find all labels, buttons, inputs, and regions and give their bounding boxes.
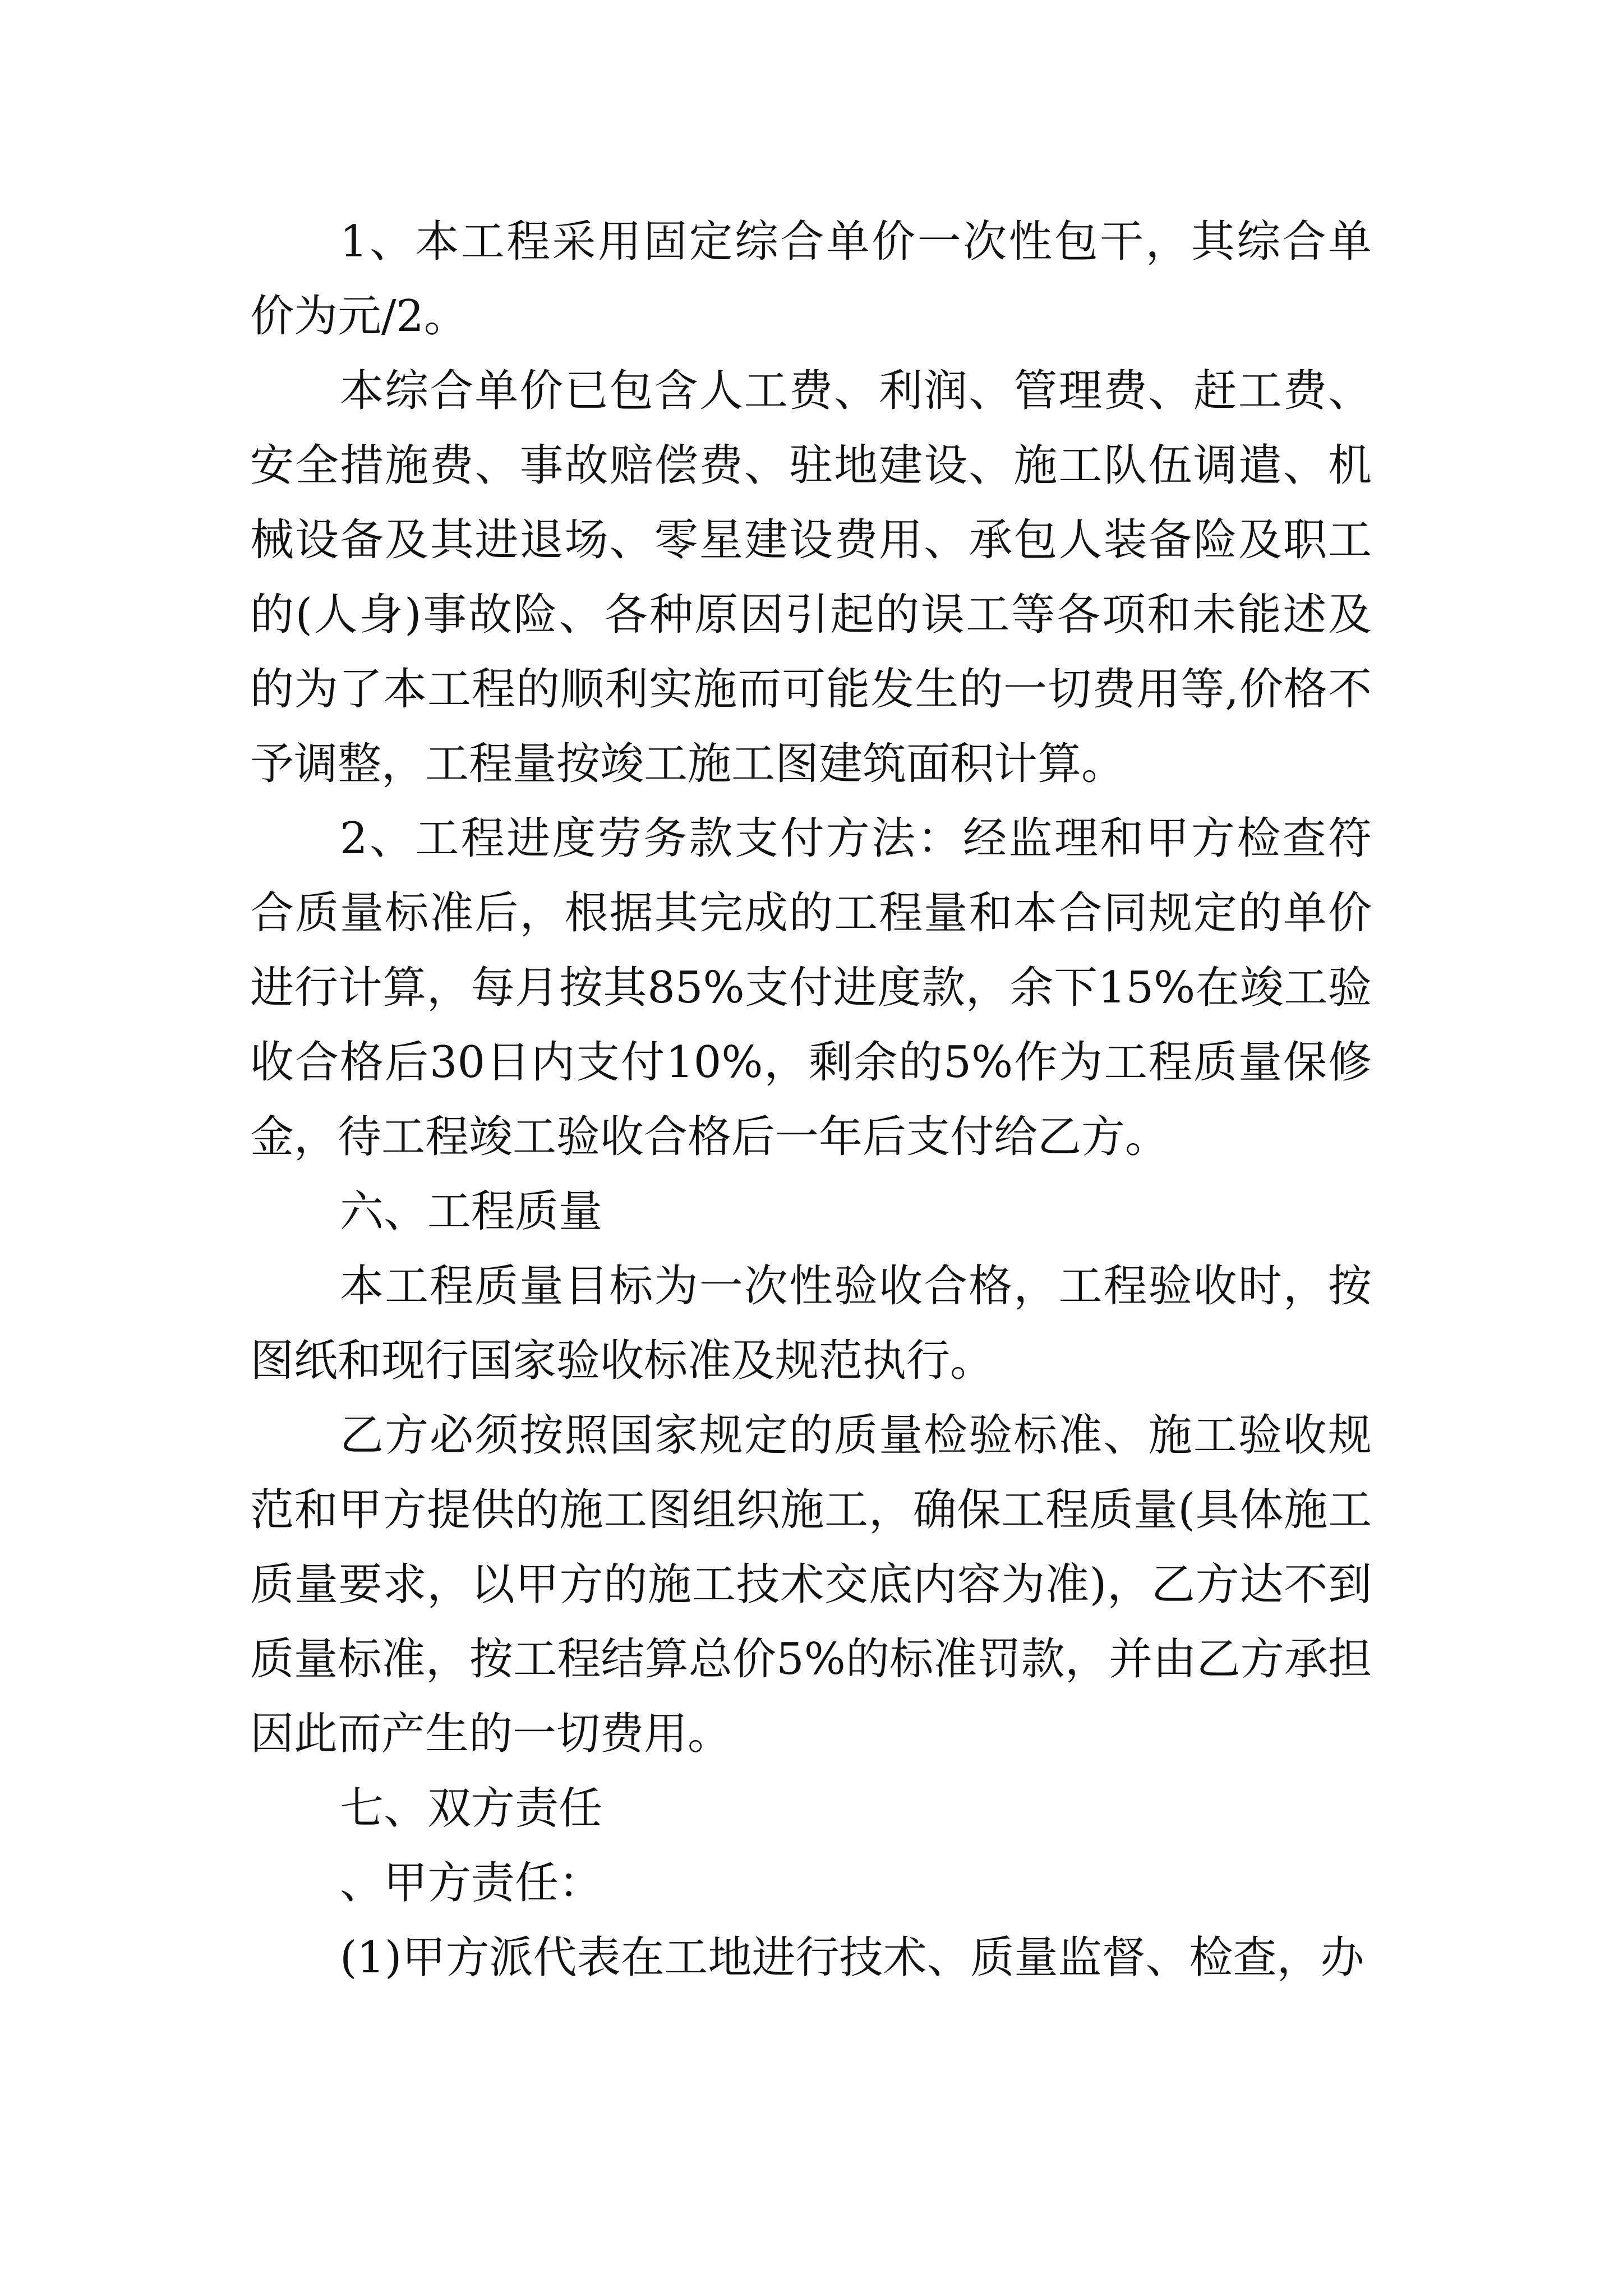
document-body: [250, 205, 1372, 1995]
subheading-party-a: 、甲方责任：: [340, 1858, 603, 1908]
paragraph-quality-requirements: 乙方必须按照国家规定的质量检验标准、施工验收规范和甲方提供的施工图组织施工，确保工程质量(具体施工质量要求，以甲方的施工技术交底内容为准)，乙方达不到质量标准，按工程结算总价5%的标准罚款，并由乙方承担因此而产生的一切费用。: [250, 1410, 1372, 1759]
paragraph-party-a-item-1: (1)甲方派代表在工地进行技术、质量监督、检查，办: [340, 1932, 1364, 1983]
paragraph-price-inclusions: 本综合单价已包含人工费、利润、管理费、赶工费、安全措施费、事故赔偿费、驻地建设、施工队伍调遣、机械设备及其进退场、零星建设费用、承包人装备险及职工的(人身)事故险、各种原因引起的误工等各项和未能述及的为了本工程的顺利实施而可能发生的一切费用等,价格不予调整，工程量按竣工施工图建筑面积计算。: [250, 366, 1372, 789]
paragraph-unit-price: 1、本工程采用固定综合单价一次性包干，其综合单价为元/2。: [250, 217, 1372, 342]
section-heading-quality: 六、工程质量: [340, 1186, 603, 1237]
paragraph-payment-method: 2、工程进度劳务款支付方法：经监理和甲方检查符合质量标准后，根据其完成的工程量和本合同规定的单价进行计算，每月按其85%支付进度款，余下15%在竣工验收合格后30日内支付10%，剩余的5%作为工程质量保修金，待工程竣工验收合格后一年后支付给乙方。: [250, 813, 1372, 1162]
paragraph-quality-target: 本工程质量目标为一次性验收合格，工程验收时，按图纸和现行国家验收标准及规范执行。: [250, 1261, 1372, 1386]
section-heading-responsibilities: 七、双方责任: [340, 1783, 603, 1834]
